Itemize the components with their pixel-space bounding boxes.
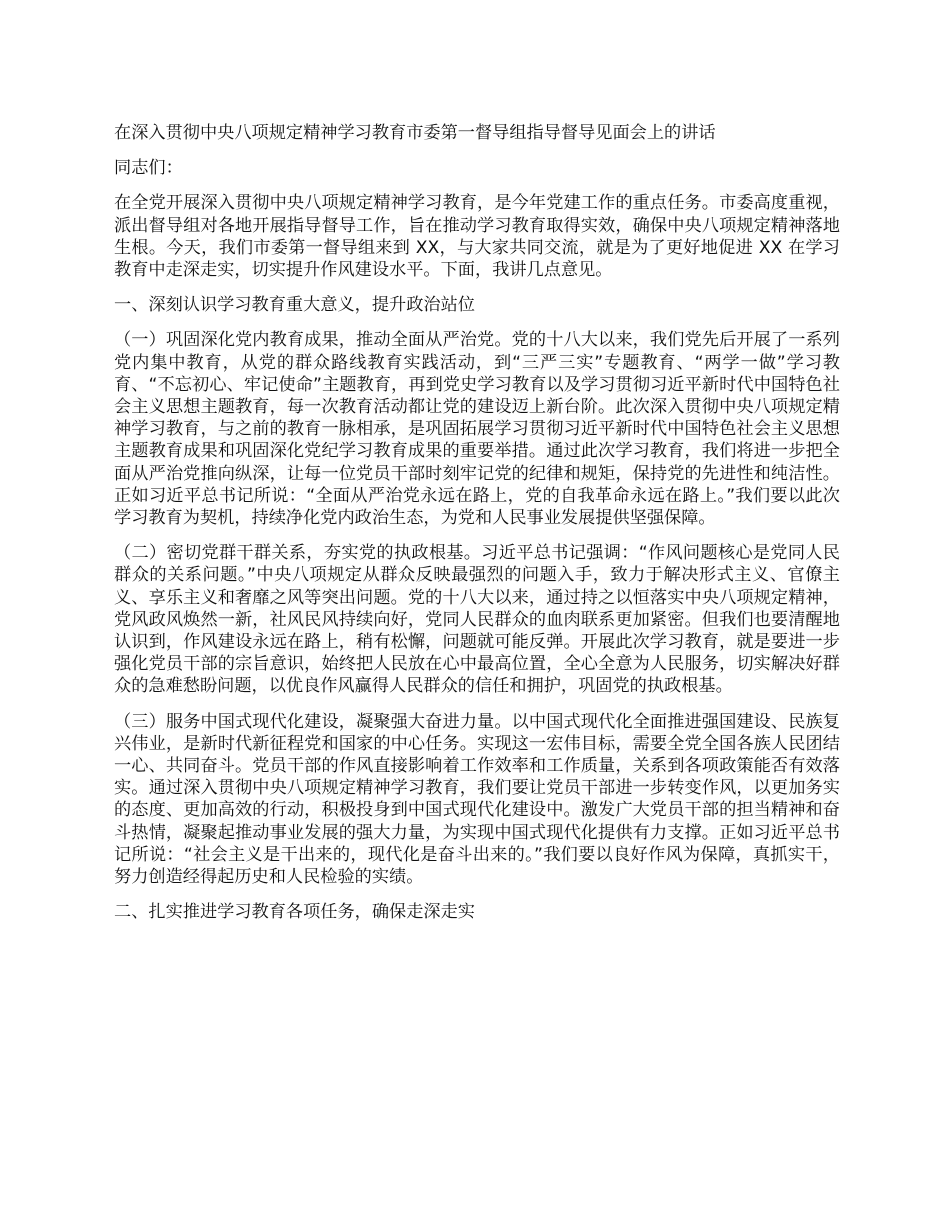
intro-paragraph: 在全党开展深入贯彻中央八项规定精神学习教育，是今年党建工作的重点任务。市委高度重视，派出督导组对各地开展指导督导工作，旨在推动学习教育取得实效，确保中央八项规定精神落地生根。今天，我们市委第一督导组来到 XX，与大家共同交流，就是为了更好地促进 XX 在学习教育中走深走实，切实提升作风建设水平。下面，我讲几点意见。 <box>114 193 840 281</box>
section-1-item-3: （三）服务中国式现代化建设，凝聚强大奋进力量。以中国式现代化全面推进强国建设、民族复兴伟业，是新时代新征程党和国家的中心任务。实现这一宏伟目标，需要全党全国各族人民团结一心、共同奋斗。党员干部的作风直接影响着工作效率和工作质量，关系到各项政策能否有效落实。通过深入贯彻中央八项规定精神学习教育，我们要让党员干部进一步转变作风，以更加务实的态度、更加高效的行动，积极投身到中国式现代化建设中。激发广大党员干部的担当精神和奋斗热情，凝聚起推动事业发展的强大力量，为实现中国式现代化提供有力支撑。正如习近平总书记所说：“社会主义是干出来的，现代化是奋斗出来的。”我们要以良好作风为保障，真抓实干，努力创造经得起历史和人民检验的实绩。 <box>114 711 840 888</box>
section-1-item-1: （一）巩固深化党内教育成果，推动全面从严治党。党的十八大以来，我们党先后开展了一系列党内集中教育，从党的群众路线教育实践活动，到“三严三实”专题教育、“两学一做”学习教育、“不忘初心、牢记使命”主题教育，再到党史学习教育以及学习贯彻习近平新时代中国特色社会主义思想主题教育，每一次教育活动都让党的建设迈上新台阶。此次深入贯彻中央八项规定精神学习教育，与之前的教育一脉相承，是巩固拓展学习贯彻习近平新时代中国特色社会主义思想主题教育成果和巩固深化党纪学习教育成果的重要举措。通过此次学习教育，我们将进一步把全面从严治党推向纵深，让每一位党员干部时刻牢记党的纪律和规矩，保持党的先进性和纯洁性。正如习近平总书记所说：“全面从严治党永远在路上，党的自我革命永远在路上。”我们要以此次学习教育为契机，持续净化党内政治生态，为党和人民事业发展提供坚强保障。 <box>114 330 840 529</box>
section-1-item-2: （二）密切党群干群关系，夯实党的执政根基。习近平总书记强调：“作风问题核心是党同人民群众的关系问题。”中央八项规定从群众反映最强烈的问题入手，致力于解决形式主义、官僚主义、享乐主义和奢靡之风等突出问题。党的十八大以来，通过持之以恒落实中央八项规定精神，党风政风焕然一新，社风民风持续向好，党同人民群众的血肉联系更加紧密。但我们也要清醒地认识到，作风建设永远在路上，稍有松懈，问题就可能反弹。开展此次学习教育，就是要进一步强化党员干部的宗旨意识，始终把人民放在心中最高位置，全心全意为人民服务，切实解决好群众的急难愁盼问题，以优良作风赢得人民群众的信任和拥护，巩固党的执政根基。 <box>114 543 840 697</box>
section-1-heading: 一、深刻认识学习教育重大意义，提升政治站位 <box>114 295 475 316</box>
document-title: 在深入贯彻中央八项规定精神学习教育市委第一督导组指导督导见面会上的讲话 <box>114 123 716 143</box>
salutation: 同志们： <box>114 158 183 179</box>
document-body <box>114 122 840 937</box>
section-2-heading: 二、扎实推进学习教育各项任务，确保走深走实 <box>114 902 475 923</box>
